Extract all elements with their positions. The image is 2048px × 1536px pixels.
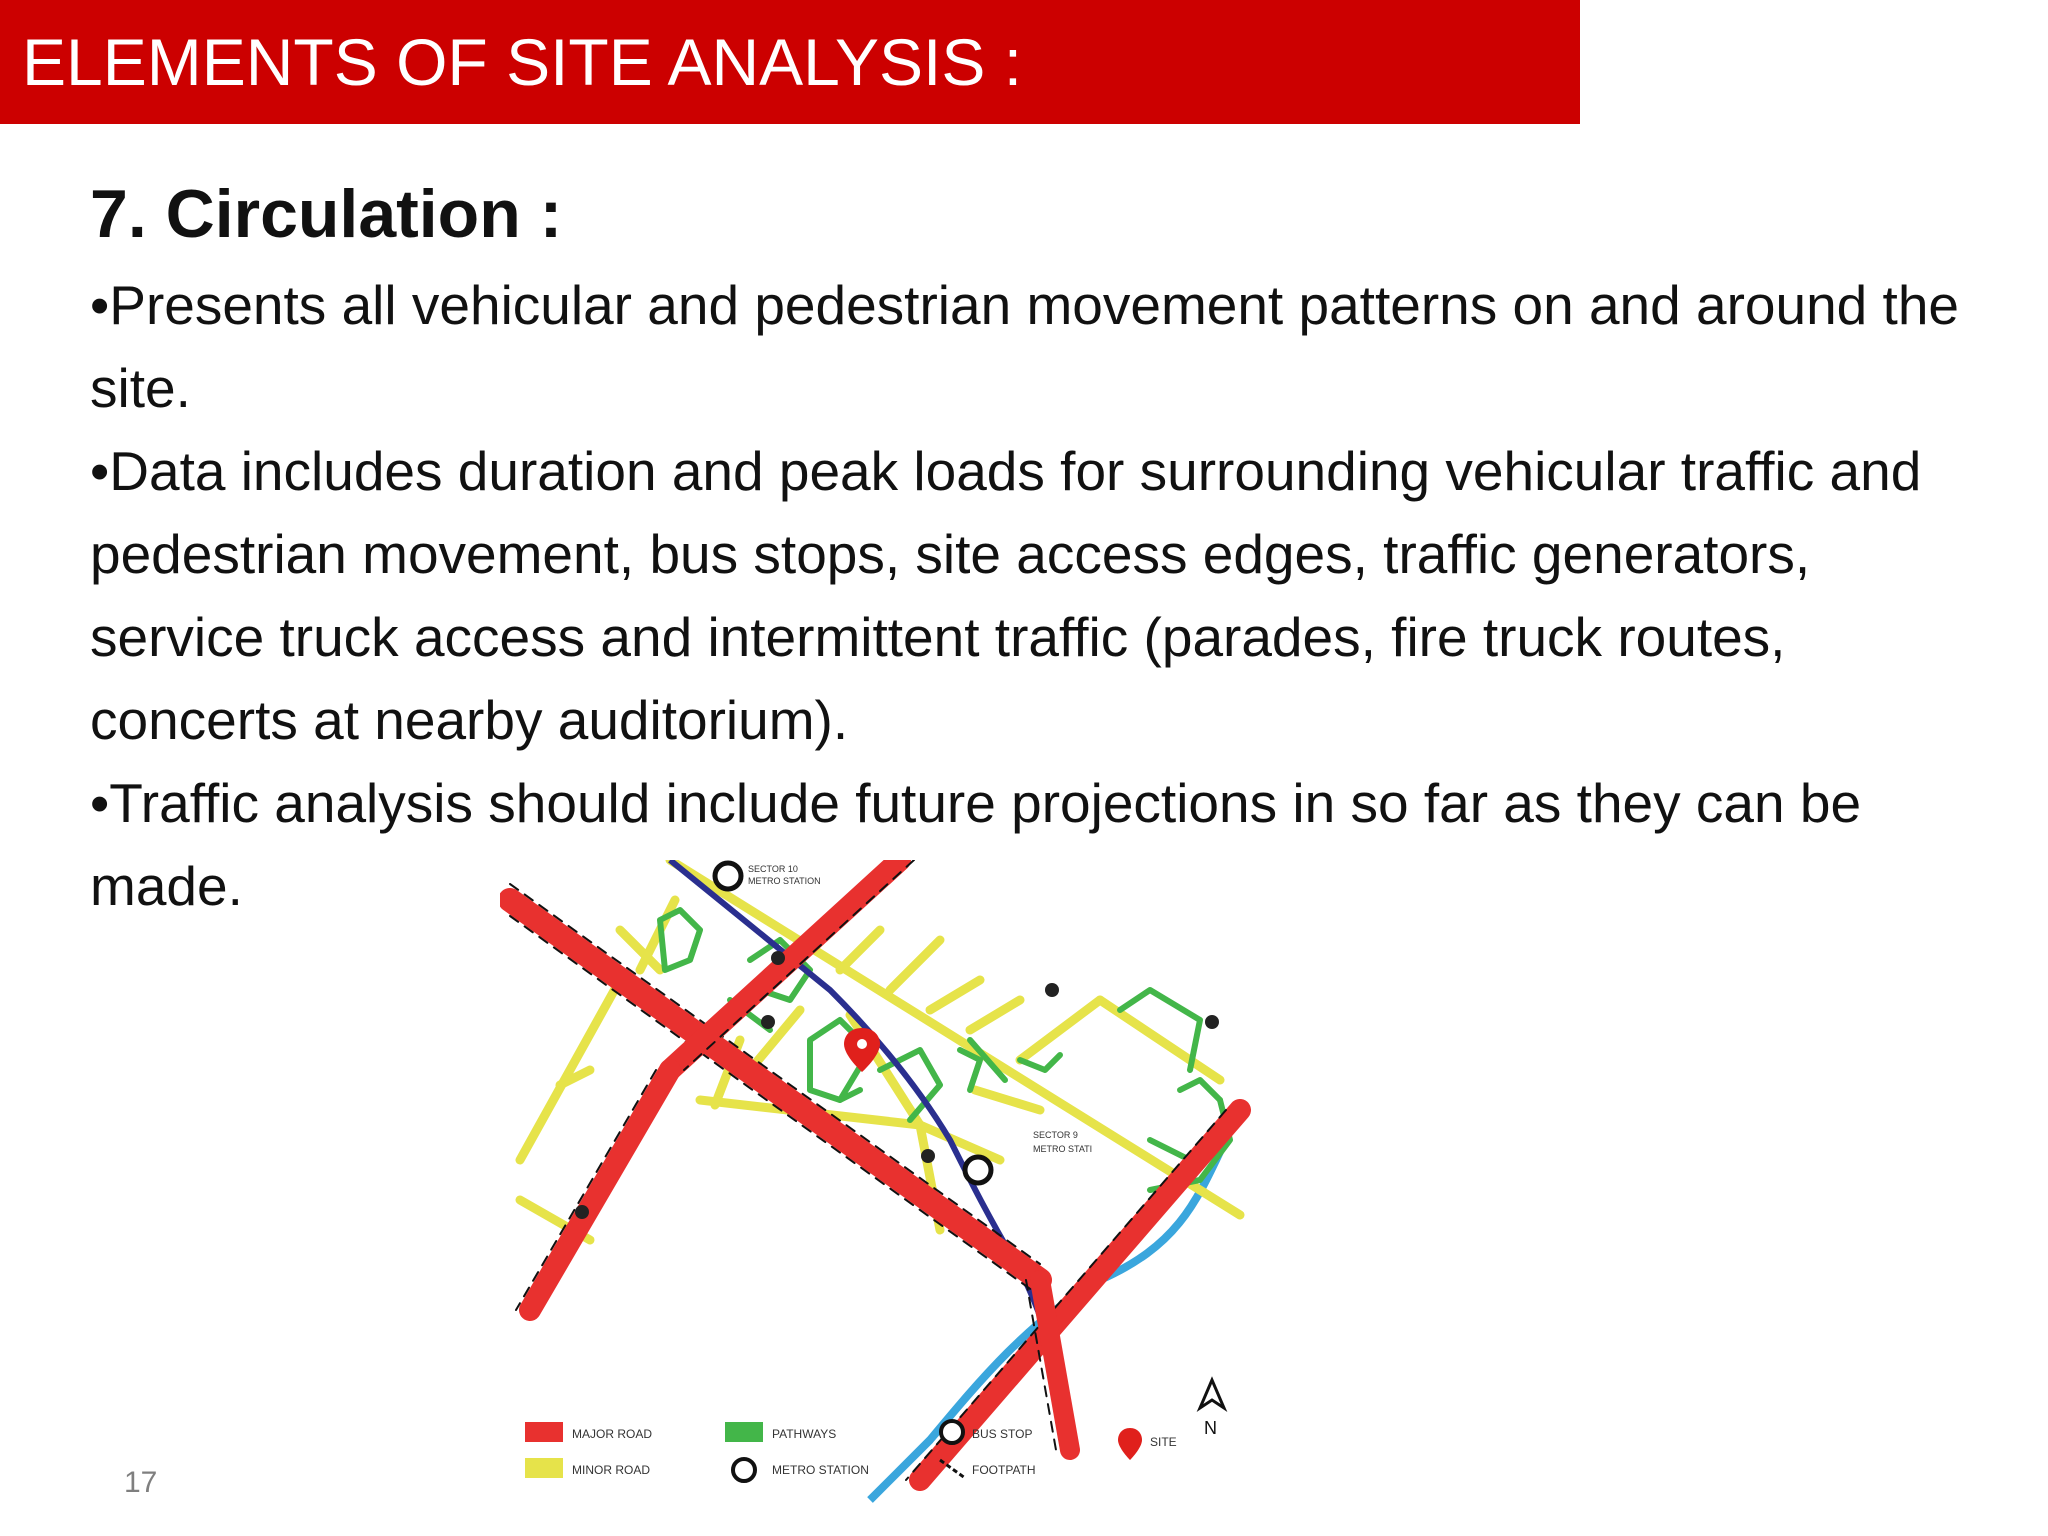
sector9-sub-label: METRO STATI: [1033, 1144, 1093, 1154]
bullet-2: •Data includes duration and peak loads for surrounding vehicular traffic and pedestrian movement, bus stops, site access edges, traffic generators, service truck access and intermittent traffic (parades, fire truck routes, concerts at nearby auditorium).: [90, 440, 1922, 751]
north-label: N: [1204, 1418, 1217, 1438]
legend-pathways-label: PATHWAYS: [772, 1427, 837, 1441]
north-arrow: [1200, 1380, 1224, 1438]
legend-footpath-label: FOOTPATH: [972, 1463, 1036, 1477]
legend-site-icon: [1118, 1428, 1142, 1460]
bullet-3: •Traffic analysis should include future projections in so far as they can be made.: [90, 772, 1862, 917]
legend-site-label: SITE: [1150, 1435, 1177, 1449]
legend-bus-stop-label: BUS STOP: [972, 1427, 1033, 1441]
body-text: [90, 264, 1990, 928]
legend-metro-station-label: METRO STATION: [772, 1463, 869, 1477]
legend-pathways-swatch: [725, 1422, 763, 1442]
bullet-1: •Presents all vehicular and pedestrian movement patterns on and around the site.: [90, 274, 1960, 419]
minor-roads: [520, 860, 1240, 1240]
site-marker: [844, 1028, 880, 1072]
circulation-map: [500, 860, 1260, 1520]
title-banner: [0, 0, 1580, 124]
legend-major-road-label: MAJOR ROAD: [572, 1427, 653, 1441]
sector9-label: SECTOR 9: [1033, 1130, 1078, 1140]
legend-bus-stop-icon: [941, 1421, 963, 1443]
sector10-label: SECTOR 10: [748, 864, 798, 874]
legend-metro-station-icon: [733, 1459, 755, 1481]
sector10-sub-label: METRO STATION: [748, 876, 821, 886]
page-number: 17: [124, 1466, 158, 1499]
legend-major-road-swatch: [525, 1422, 563, 1442]
legend-minor-road-swatch: [525, 1458, 563, 1478]
major-roads: [510, 860, 1240, 1480]
legend-minor-road-label: MINOR ROAD: [572, 1463, 650, 1477]
section-heading: 7. Circulation :: [90, 176, 563, 252]
slide-title: ELEMENTS OF SITE ANALYSIS :: [22, 25, 1023, 99]
